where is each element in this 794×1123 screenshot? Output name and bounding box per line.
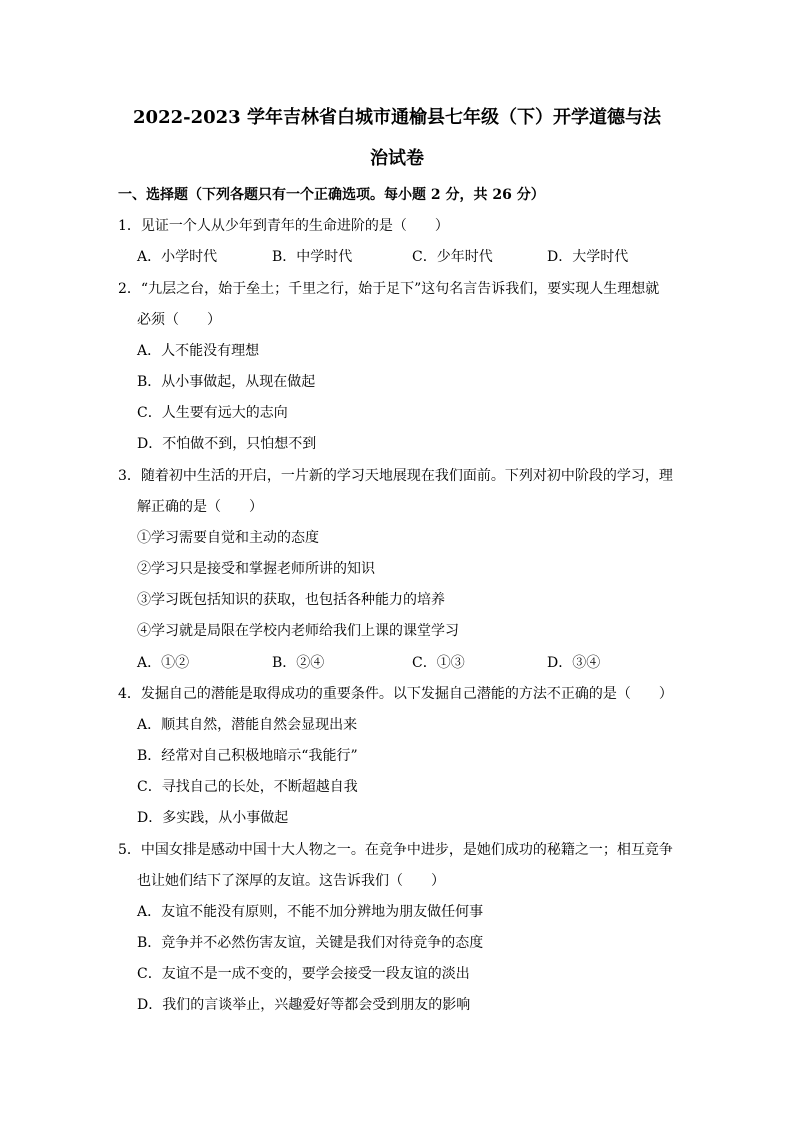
question-3-option-c: C．①③ [412, 655, 465, 671]
question-5-option-c: C．友谊不是一成不变的，要学会接受一段友谊的淡出 [137, 966, 470, 982]
question-5-option-d: D．我们的言谈举止，兴趣爱好等都会受到朋友的影响 [137, 997, 471, 1013]
question-1-stem: 1．见证一个人从少年到青年的生命进阶的是（ ） [118, 218, 449, 234]
question-5-stem-line-1: 5．中国女排是感动中国十大人物之一。在竞争中进步，是她们成功的秘籍之一；相互竞争 [118, 842, 673, 858]
question-1-option-a: A．小学时代 [137, 249, 218, 265]
question-4-option-b: B．经常对自己积极地暗示“我能行” [137, 748, 358, 764]
question-3-option-a: A．①② [137, 655, 190, 671]
question-2-stem-line-1: 2．“九层之台，始于垒土；千里之行，始于足下”这句名言告诉我们，要实现人生理想就 [118, 281, 660, 297]
question-3-stem-line-1: 3．随着初中生活的开启，一片新的学习天地展现在我们面前。下列对初中阶段的学习，理 [118, 468, 673, 484]
exam-title-line-1: 2022-2023 学年吉林省白城市通榆县七年级（下）开学道德与法 [133, 107, 661, 128]
question-2-option-a: A．人不能没有理想 [137, 343, 260, 359]
question-2-option-b: B．从小事做起，从现在做起 [137, 374, 316, 390]
question-5-option-a: A．友谊不能没有原则，不能不加分辨地为朋友做任何事 [137, 904, 484, 920]
question-3-option-b: B．②④ [272, 655, 325, 671]
question-1-option-c: C．少年时代 [412, 249, 493, 265]
question-1-option-d: D．大学时代 [547, 249, 629, 265]
question-2-option-d: D．不怕做不到，只怕想不到 [137, 436, 317, 452]
question-4-option-d: D．多实践，从小事做起 [137, 810, 289, 826]
question-3-statement-3: ③学习既包括知识的获取，也包括各种能力的培养 [137, 592, 445, 608]
question-3-statement-1: ①学习需要自觉和主动的态度 [137, 530, 319, 546]
question-4-stem: 4．发掘自己的潜能是取得成功的重要条件。以下发掘自己潜能的方法不正确的是（ ） [118, 686, 673, 702]
question-5-stem-line-2: 也让她们结下了深厚的友谊。这告诉我们（ ） [137, 873, 445, 889]
question-1-option-b: B．中学时代 [272, 249, 353, 265]
question-3-statement-4: ④学习就是局限在学校内老师给我们上课的课堂学习 [137, 623, 459, 639]
question-4-option-c: C．寻找自己的长处，不断超越自我 [137, 779, 358, 795]
section-heading-multiple-choice: 一、选择题（下列各题只有一个正确选项。每小题 2 分，共 26 分） [118, 187, 545, 203]
question-2-option-c: C．人生要有远大的志向 [137, 405, 288, 421]
question-3-stem-line-2: 解正确的是（ ） [137, 499, 263, 515]
question-2-stem-line-2: 必须（ ） [137, 312, 221, 328]
question-3-statement-2: ②学习只是接受和掌握老师所讲的知识 [137, 561, 375, 577]
question-4-option-a: A．顺其自然，潜能自然会显现出来 [137, 717, 358, 733]
question-3-option-d: D．③④ [547, 655, 601, 671]
question-5-option-b: B．竞争并不必然伤害友谊，关键是我们对待竞争的态度 [137, 935, 484, 951]
exam-title-line-2: 治试卷 [370, 148, 424, 169]
